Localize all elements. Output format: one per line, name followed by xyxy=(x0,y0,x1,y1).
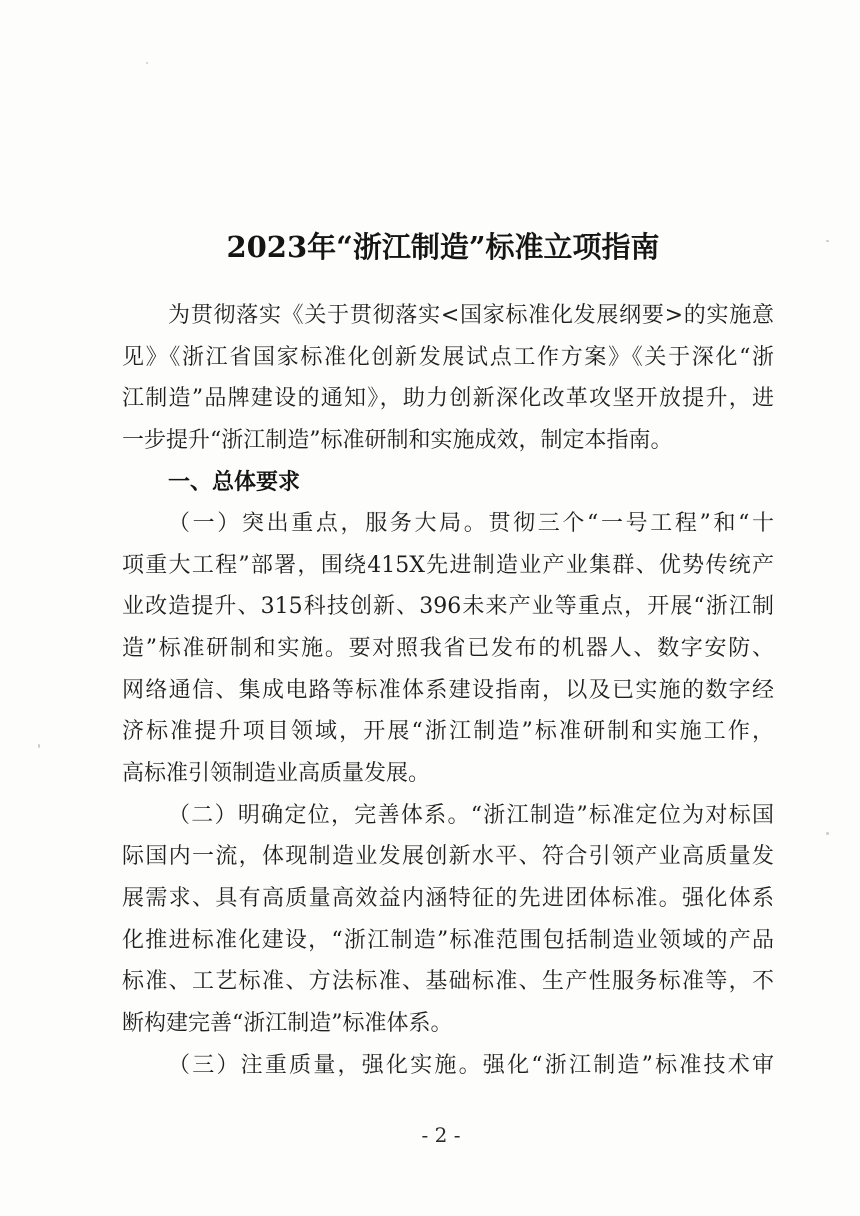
item1-line: 济标准提升项目领域，开展“浙江制造”标准研制和实施工作， xyxy=(122,719,774,745)
item1-line: 造”标准研制和实施。要对照我省已发布的机器人、数字安防、 xyxy=(122,636,774,662)
document-body xyxy=(122,295,774,1086)
item2-line: 标准、工艺标准、方法标准、基础标准、生产性服务标准等，不 xyxy=(122,969,774,995)
intro-line: 江制造”品牌建设的通知》，助力创新深化改革攻坚开放提升，进 xyxy=(122,386,774,412)
document-title: 2023年“浙江制造”标准立项指南 xyxy=(226,230,660,264)
item2-line: 展需求、具有高质量高效益内涵特征的先进团体标准。强化体系 xyxy=(122,885,774,911)
intro-line: 为贯彻落实《关于贯彻落实<国家标准化发展纲要>的实施意 xyxy=(168,303,774,328)
item1-line: （一）突出重点，服务大局。贯彻三个“一号工程”和“十 xyxy=(168,511,774,537)
section-heading: 一、总体要求 xyxy=(168,468,301,495)
scan-speck xyxy=(826,832,829,835)
scan-speck xyxy=(38,744,40,748)
item1-line: 业改造提升、315科技创新、396未来产业等重点，开展“浙江制 xyxy=(122,594,774,620)
item2-line: （二）明确定位，完善体系。“浙江制造”标准定位为对标国 xyxy=(168,802,774,828)
page-number: - 2 - xyxy=(421,1123,461,1147)
item2-line: 际国内一流，体现制造业发展创新水平、符合引领产业高质量发 xyxy=(122,844,774,870)
item1-line: 网络通信、集成电路等标准体系建设指南，以及已实施的数字经 xyxy=(122,677,774,703)
intro-line: 见》《浙江省国家标准化创新发展试点工作方案》《关于深化“浙 xyxy=(122,344,774,370)
item1-line: 高标准引领制造业高质量发展。 xyxy=(122,761,431,787)
scan-speck xyxy=(146,62,148,64)
item2-line: 断构建完善“浙江制造”标准体系。 xyxy=(122,1010,453,1036)
item3-line: （三）注重质量，强化实施。强化“浙江制造”标准技术审 xyxy=(168,1052,774,1078)
item1-line: 项重大工程”部署，围绕415X先进制造业产业集群、优势传统产 xyxy=(122,552,774,578)
item2-line: 化推进标准化建设，“浙江制造”标准范围包括制造业领域的产品 xyxy=(122,927,774,953)
intro-line: 一步提升“浙江制造”标准研制和实施成效，制定本指南。 xyxy=(122,427,673,453)
